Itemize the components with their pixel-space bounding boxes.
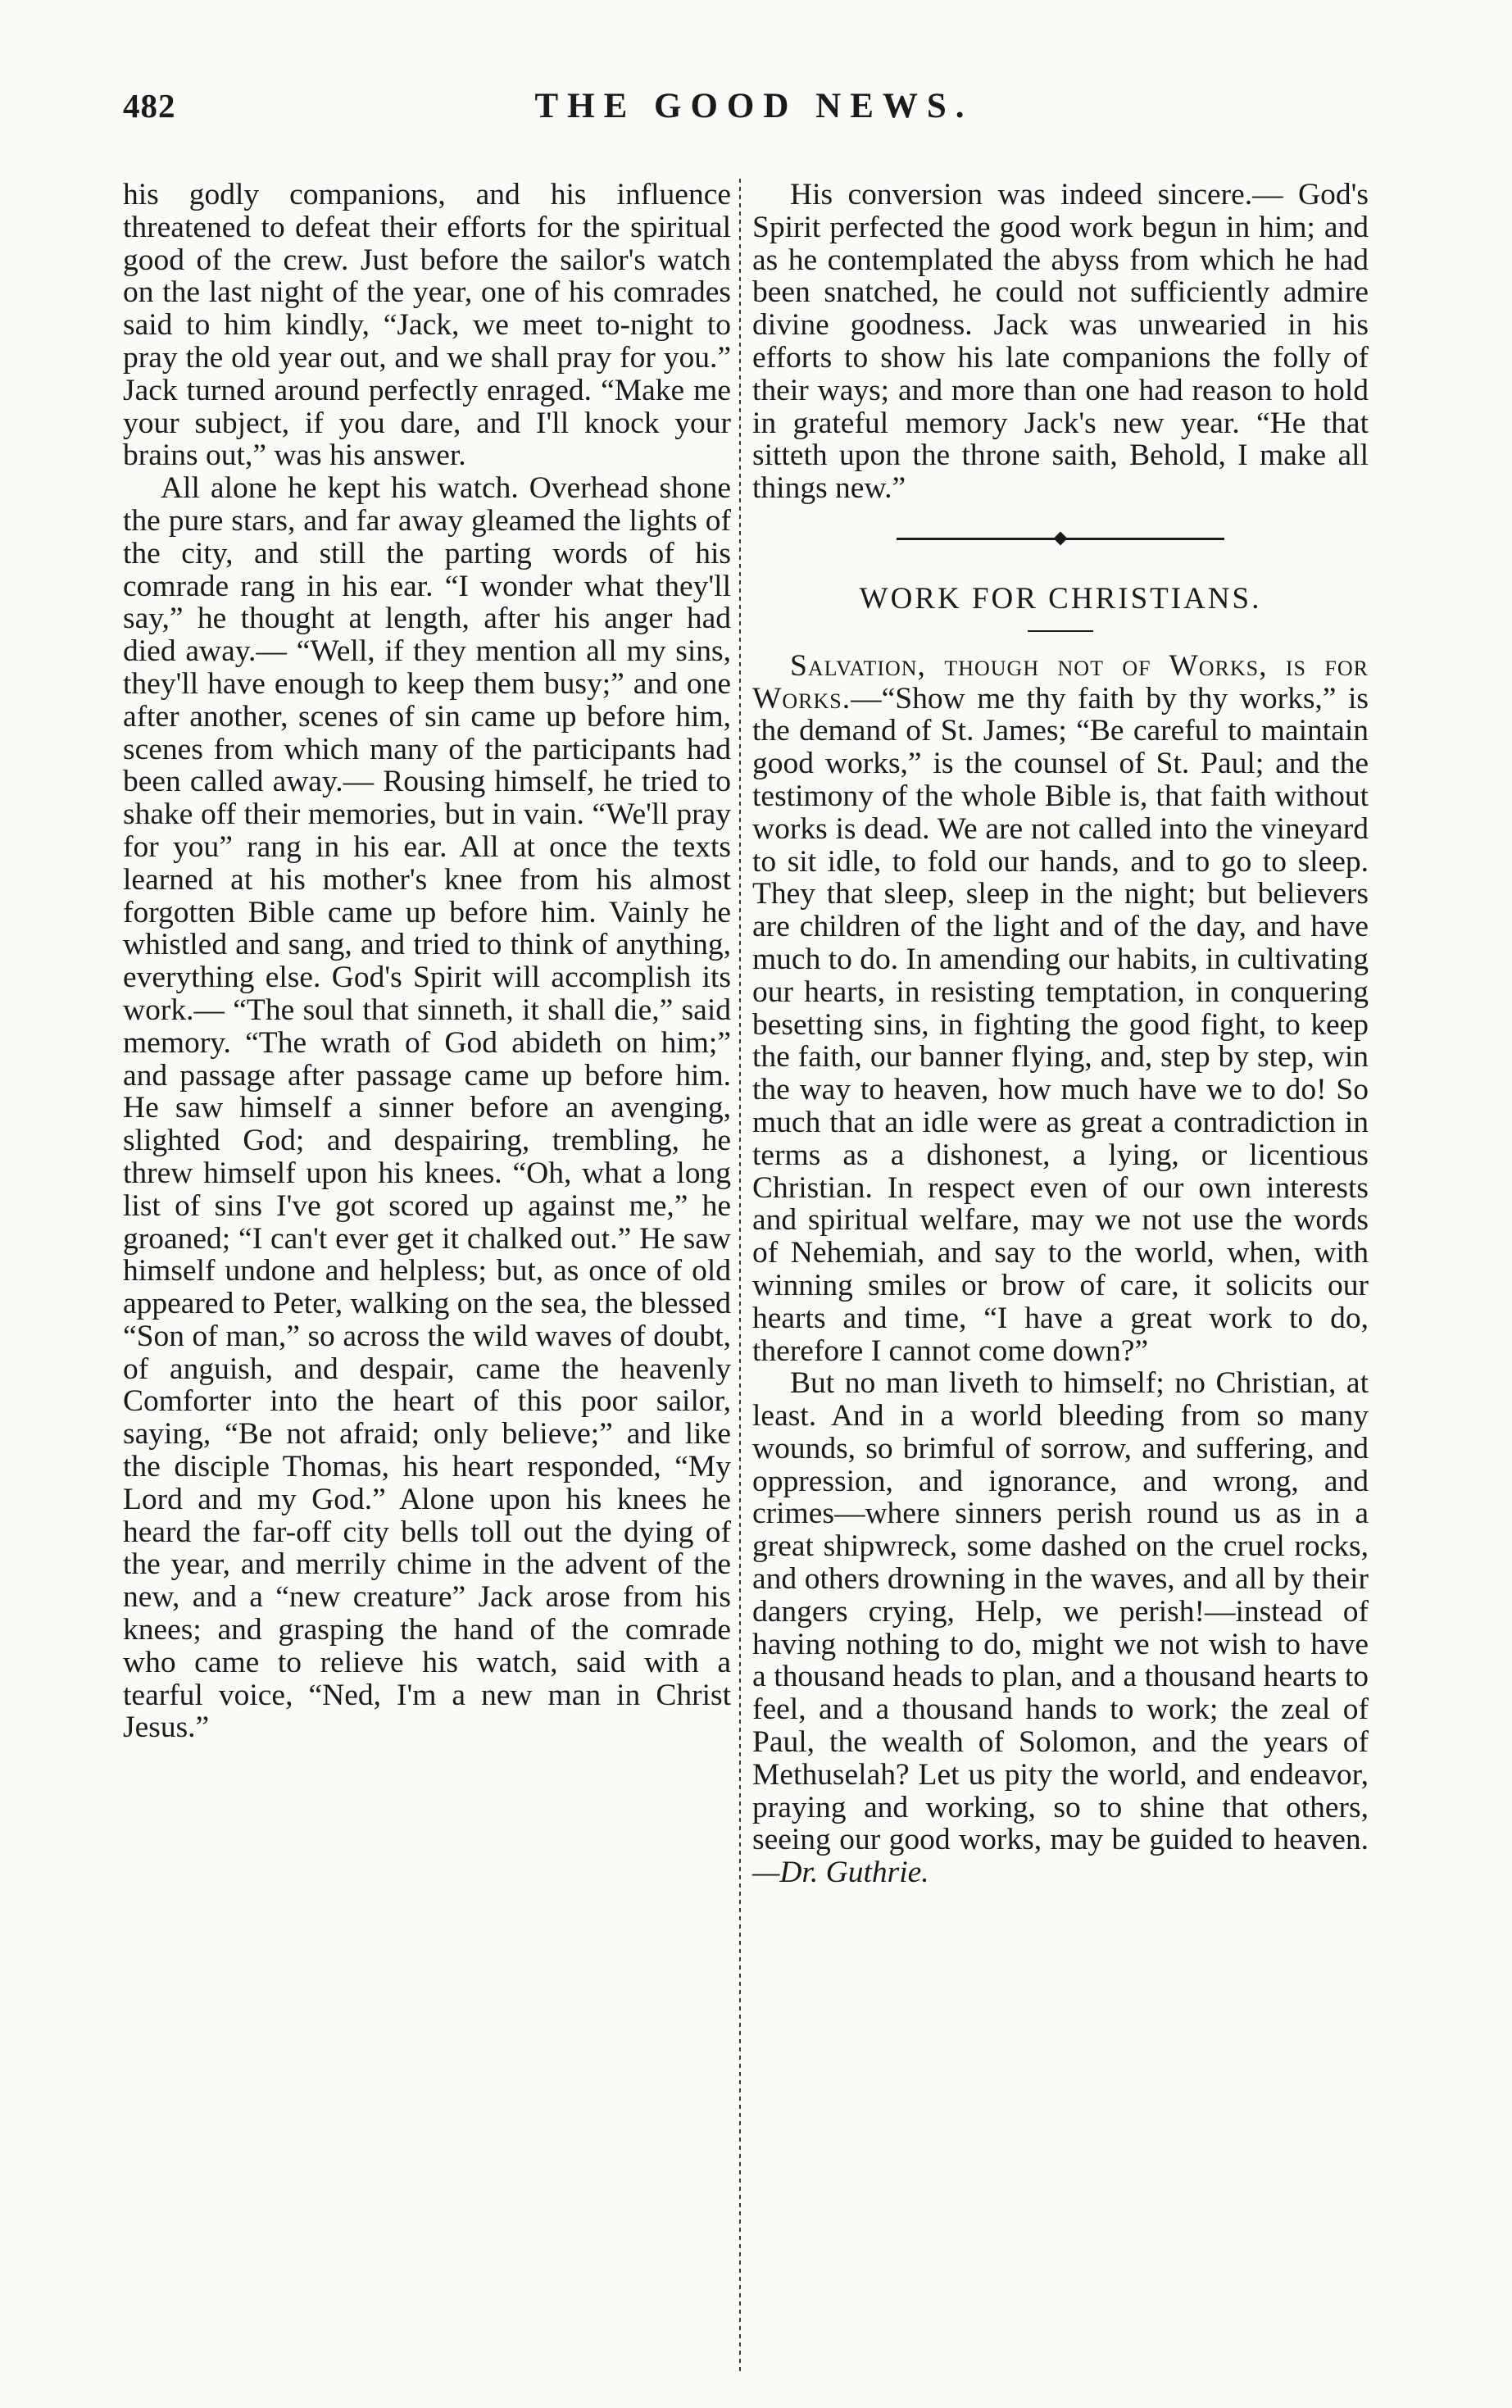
left-column (123, 179, 731, 1744)
lead-words: Salvation, though not of Works, is for Works. (752, 648, 1369, 716)
paragraph (752, 1367, 1369, 1889)
ornamental-divider (897, 538, 1224, 540)
section-heading: WORK FOR CHRISTIANS. (859, 581, 1262, 616)
paragraph: All alone he kept his watch. Overhead shone the pure stars, and far away gleamed the lights of the city, and still the parting words of his comrade rang in his ear. “I wonder what they'll say,” he thought at length, after his anger had died away.— “Well, if they mention all my sins, they'll have enough to keep them busy;” and one after another, scenes of sin came up before him, scenes from which many of the participants had been called away.— Rousing himself, he tried to shake off their memories, but in vain. “We'll pray for you” rang in his ear. All at once the texts learned at his mother's knee from his almost forgotten Bible came up before him. Vainly he whistled and sang, and tried to think of anything, everything else. God's Spirit will accomplish its work.— “The soul that sinneth, it shall die,” said memory. “The wrath of God abideth on him;” and passage after passage came up before him. He saw himself a sinner before an avenging, slighted God; and despairing, trembling, he threw himself upon his knees. “Oh, what a long list of sins I've got scored up against me,” he groaned; “I can't ever get it chalked out.” He saw himself undone and helpless; but, as once of old appeared to Peter, walking on the sea, the blessed “Son of man,” so across the wild waves of doubt, of anguish, and despair, came the heavenly Comforter into the heart of this poor sailor, saying, “Be not afraid; only believe;” and like the disciple Thomas, his heart responded, “My Lord and my God.” Alone upon his knees he heard the far-off city bells toll out the dying of the year, and merrily chime in the advent of the new, and a “new creature” Jack arose from his knees; and grasping the hand of the comrade who came to relieve his watch, said with a tearful voice, “Ned, I'm a new man in Christ Jesus.” (123, 471, 731, 1745)
page-header (123, 86, 1385, 143)
paragraph (752, 650, 1369, 1368)
right-column (752, 179, 1369, 1889)
paragraph: His conversion was indeed sincere.— God's Spirit perfected the good work begun in him; and as he contemplated the abyss from which he had been snatched, he could not sufficiently admire divine goodness. Jack was unwearied in his efforts to show his late companions the folly of their ways; and more than one had reason to hold in grateful memory Jack's new year. “He that sitteth upon the throne saith, Behold, I make all things new.” (752, 178, 1369, 506)
attribution: —Dr. Guthrie. (752, 1856, 929, 1890)
running-title: THE GOOD NEWS. (534, 87, 974, 125)
heading-rule (1028, 630, 1093, 632)
page-number: 482 (123, 87, 176, 125)
paragraph-text: But no man liveth to himself; no Christian, at least. And in a world bleeding from so many wounds, so brimful of sorrow, and suffering, and oppression, and ignorance, and wrong, and crimes—where sinners perish round us as in a great shipwreck, some dashed on the cruel rocks, and others drowning in the waves, and all by their dangers crying, Help, we perish!—instead of having nothing to do, might we not wish to have a thousand heads to plan, and a thousand hearts to feel, and a thousand hands to work; the zeal of Paul, the wealth of Solomon, and the years of Methuselah? Let us pity the world, and endeavor, praying and working, so to shine that others, seeing our good works, may be guided to heaven. (752, 1366, 1369, 1857)
column-divider (739, 179, 741, 2375)
paragraph: his godly companions, and his influence threatened to defeat their efforts for the spiritual good of the crew. Just before the sailor's watch on the last night of the year, one of his comrades said to him kindly, “Jack, we meet to-night to pray the old year out, and we shall pray for you.” Jack turned around perfectly enraged. “Make me your subject, if you dare, and I'll knock your brains out,” was his answer. (123, 178, 731, 473)
paragraph-text: —“Show me thy faith by thy works,” is the demand of St. James; “Be careful to maintain good works,” is the counsel of St. Paul; and the testimony of the whole Bible is, that faith without works is dead. We are not called into the vineyard to sit idle, to fold our hands, and to go to sleep. They that sleep, sleep in the night; but believers are children of the light and of the day, and have much to do. In amending our habits, in cultivating our hearts, in resisting temptation, in conquering besetting sins, in fighting the good fight, to keep the faith, our banner flying, and, step by step, win the way to heaven, how much have we to do! So much that an idle were as great a contradiction in terms as a dishonest, a lying, or licentious Christian. In respect even of our own interests and spiritual welfare, may we not use the words of Nehemiah, and say to the world, when, with winning smiles or brow of care, it solicits our hearts and time, “I have a great work to do, therefore I cannot come down?” (752, 681, 1369, 1368)
